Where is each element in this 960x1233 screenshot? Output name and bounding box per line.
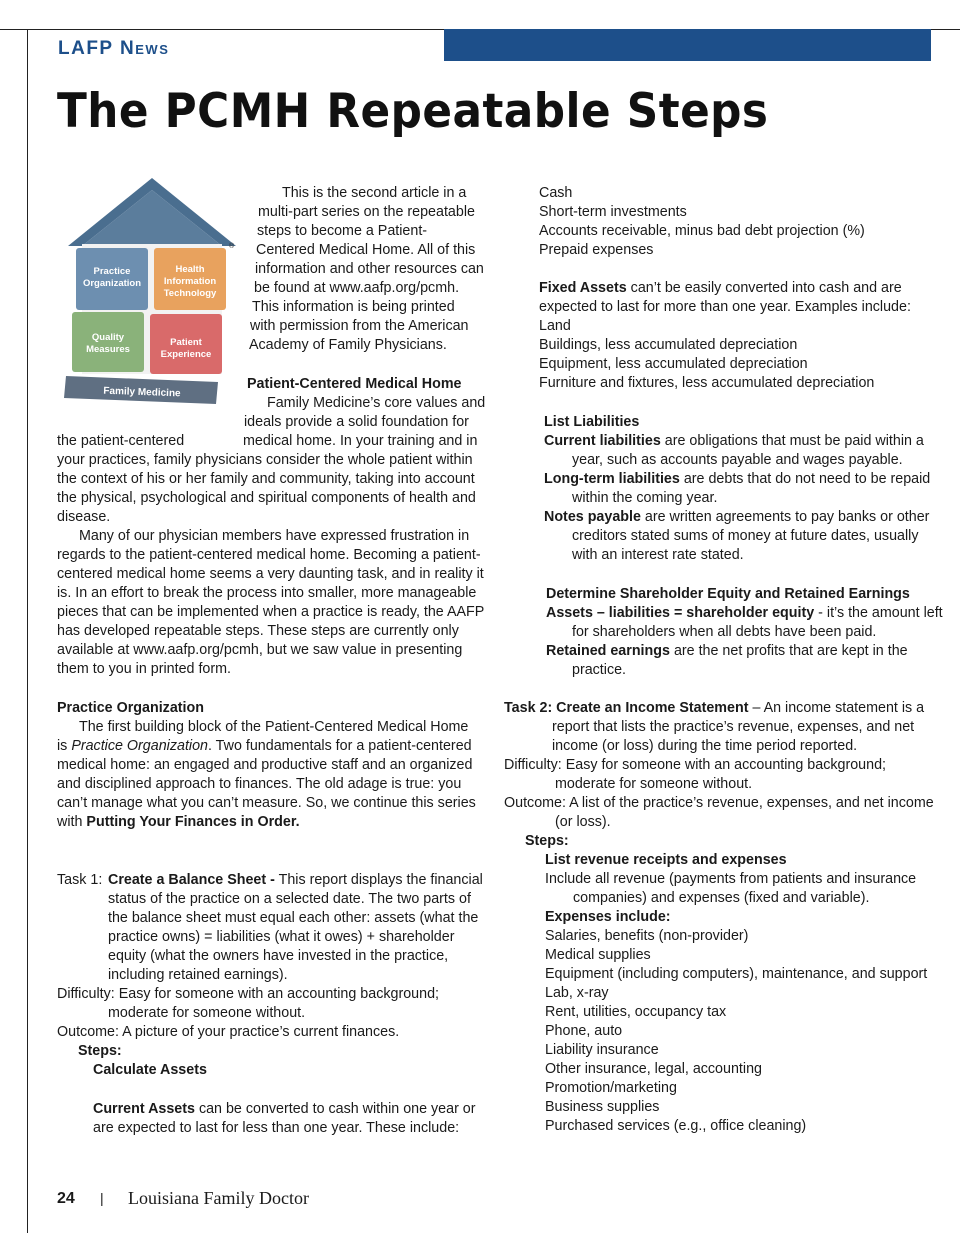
body-line: within the coming year. bbox=[572, 490, 718, 506]
body-line: is. In an effort to break the process into smaller, more manageable bbox=[57, 585, 477, 601]
difficulty-line: Difficulty: Easy for someone with an accounting background; bbox=[57, 986, 439, 1002]
registered-mark: ® bbox=[229, 243, 235, 250]
body-line: equity (what the owners have invested in the practice, bbox=[108, 948, 449, 964]
body-line bbox=[57, 737, 472, 756]
body-line: (or loss). bbox=[555, 814, 611, 830]
body-line: available at www.aafp.org/pcmh, but we saw value in presenting bbox=[57, 642, 463, 658]
body-line: practice. bbox=[572, 662, 627, 678]
block-label-health-it: Health Information Technology bbox=[163, 264, 217, 299]
body-line: the context of his or her family and community, taking into account bbox=[57, 471, 475, 487]
task-1-label: Task 1: bbox=[57, 872, 103, 888]
body-line bbox=[57, 813, 300, 832]
body-text: – An income statement is a bbox=[752, 700, 925, 716]
block-label-quality-measures: Quality Measures bbox=[86, 332, 130, 355]
intro-line: This information is being printed bbox=[252, 299, 455, 315]
intro-line: with permission from the American bbox=[250, 318, 469, 334]
body-line: Family Medicine’s core values and bbox=[267, 395, 486, 411]
list-item: Salaries, benefits (non-provider) bbox=[545, 928, 749, 944]
body-text: - it’s the amount left bbox=[818, 605, 943, 621]
task-2-title: Task 2: Create an Income Statement bbox=[504, 700, 749, 716]
step-list-liabilities: List Liabilities bbox=[544, 414, 640, 430]
body-line: income (or loss) during the time period reported. bbox=[552, 738, 858, 754]
page-number: 24 bbox=[57, 1190, 75, 1207]
body-line bbox=[544, 508, 929, 527]
list-item: Rent, utilities, occupancy tax bbox=[545, 1004, 727, 1020]
body-line: practice owns) = liabilities (what it owes) + shareholder bbox=[108, 929, 455, 945]
list-item: Prepaid expenses bbox=[539, 242, 654, 258]
body-line: them to you in printed form. bbox=[57, 661, 232, 677]
task-2-line bbox=[504, 699, 924, 718]
body-text: can be converted to cash within one year or bbox=[198, 1101, 476, 1117]
block-label-practice-organization: Practice Organization bbox=[82, 266, 142, 289]
outcome-line: Outcome: A picture of your practice’s current finances. bbox=[57, 1024, 400, 1040]
body-line: Include all revenue (payments from patients and insurance bbox=[545, 871, 917, 887]
bold-term: Current Assets bbox=[93, 1101, 195, 1117]
body-line: medical home. In your training and in bbox=[243, 433, 478, 449]
body-line: pieces that can be implemented when a practice is ready, the AAFP bbox=[57, 604, 485, 620]
task-1-title: Create a Balance Sheet - bbox=[108, 872, 275, 888]
body-text: are written agreements to pay banks or other bbox=[644, 509, 930, 525]
body-line: year, such as accounts payable and wages payable. bbox=[572, 452, 903, 468]
body-line: report that lists the practice’s revenue, expenses, and net bbox=[552, 719, 915, 735]
body-text: with bbox=[57, 814, 83, 830]
header-bar bbox=[444, 29, 931, 61]
body-line: with an interest rate stated. bbox=[572, 547, 744, 563]
body-text: This report displays the financial bbox=[278, 872, 483, 888]
steps-heading: Steps: bbox=[525, 833, 569, 849]
list-item: Promotion/marketing bbox=[545, 1080, 677, 1096]
list-item: Buildings, less accumulated depreciation bbox=[539, 337, 798, 353]
intro-line: information and other resources can bbox=[255, 261, 484, 277]
list-item: Lab, x-ray bbox=[545, 985, 609, 1001]
outcome-line: Outcome: A list of the practice’s revenue, expenses, and net income bbox=[504, 795, 934, 811]
italic-term: Practice Organization bbox=[71, 738, 208, 754]
body-text: . Two fundamentals for a patient-centered bbox=[208, 738, 472, 754]
body-text: are debts that do not need to be repaid bbox=[683, 471, 931, 487]
intro-line: Centered Medical Home. All of this bbox=[256, 242, 476, 258]
list-item: Business supplies bbox=[545, 1099, 660, 1115]
list-item: Liability insurance bbox=[545, 1042, 659, 1058]
expenses-heading: Expenses include: bbox=[545, 909, 671, 925]
list-item: Equipment, less accumulated depreciation bbox=[539, 356, 808, 372]
list-item: Furniture and fixtures, less accumulated depreciation bbox=[539, 375, 875, 391]
step-calculate-assets: Calculate Assets bbox=[93, 1062, 207, 1078]
bold-term: Assets – liabilities = shareholder equity bbox=[546, 605, 815, 621]
body-line bbox=[546, 642, 908, 661]
body-line: for shareholders when all debts have been paid. bbox=[572, 624, 877, 640]
body-line: regards to the patient-centered medical home. Becoming a patient- bbox=[57, 547, 481, 563]
body-text: is bbox=[57, 738, 68, 754]
footer-separator: | bbox=[100, 1190, 104, 1206]
block-label-patient-experience: Patient Experience bbox=[160, 337, 212, 360]
list-item: Phone, auto bbox=[545, 1023, 623, 1039]
body-line: has developed repeatable steps. These steps are currently only bbox=[57, 623, 459, 639]
section-heading-practice-organization: Practice Organization bbox=[57, 700, 204, 716]
body-line bbox=[93, 1100, 476, 1119]
pcmh-house-logo bbox=[62, 174, 242, 408]
body-line: ideals provide a solid foundation for bbox=[244, 414, 469, 430]
body-line bbox=[539, 279, 902, 298]
list-item: Purchased services (e.g., office cleaning) bbox=[545, 1118, 807, 1134]
body-line: moderate for someone without. bbox=[108, 1005, 306, 1021]
intro-line: Academy of Family Physicians. bbox=[249, 337, 447, 353]
intro-line: steps to become a Patient- bbox=[257, 223, 428, 239]
body-line: The first building block of the Patient-Centered Medical Home bbox=[79, 719, 469, 735]
body-line: centered medical home seems a very daunting task, and in reality it bbox=[57, 566, 484, 582]
bold-term: Notes payable bbox=[544, 509, 641, 525]
body-line: your practices, family physicians consider the whole patient within bbox=[57, 452, 473, 468]
list-item: Accounts receivable, minus bad debt projection (%) bbox=[539, 223, 865, 239]
page-title: The PCMH Repeatable Steps bbox=[57, 84, 769, 139]
list-item: Short-term investments bbox=[539, 204, 687, 220]
step-list-revenue: List revenue receipts and expenses bbox=[545, 852, 787, 868]
list-item: Other insurance, legal, accounting bbox=[545, 1061, 762, 1077]
magazine-title: Louisiana Family Doctor bbox=[128, 1188, 309, 1208]
body-line: creditors stated sums of money at future dates, usually bbox=[572, 528, 919, 544]
body-line bbox=[544, 432, 924, 451]
body-text: are the net profits that are kept in the bbox=[673, 643, 908, 659]
body-line: status of the practice on a selected date. The two parts of bbox=[108, 891, 471, 907]
difficulty-line: Difficulty: Easy for someone with an accounting background; bbox=[504, 757, 886, 773]
base-label: Family Medicine bbox=[103, 385, 181, 400]
body-line: Many of our physician members have expressed frustration in bbox=[79, 528, 470, 544]
list-item: Medical supplies bbox=[545, 947, 651, 963]
intro-line: This is the second article in a bbox=[282, 185, 467, 201]
list-item: Cash bbox=[539, 185, 573, 201]
body-text: are obligations that must be paid within a bbox=[664, 433, 924, 449]
body-line: including retained earnings). bbox=[108, 967, 288, 983]
list-item: Land bbox=[539, 318, 571, 334]
list-item: Equipment (including computers), maintenance, and support bbox=[545, 966, 928, 982]
body-line: companies) and expenses (fixed and variable). bbox=[573, 890, 870, 906]
body-line: the balance sheet must equal each other: assets (what the bbox=[108, 910, 479, 926]
steps-heading: Steps: bbox=[78, 1043, 122, 1059]
body-line: moderate for someone without. bbox=[555, 776, 753, 792]
body-line: the physical, psychological and spiritual components of health and bbox=[57, 490, 476, 506]
body-line bbox=[546, 604, 943, 623]
body-line: medical home: an engaged and productive staff and an organized bbox=[57, 757, 473, 773]
section-label: LAFP News bbox=[58, 38, 170, 59]
body-line: the patient-centered bbox=[57, 433, 185, 449]
body-line: disease. bbox=[57, 509, 111, 525]
body-line: are expected to last for less than one year. These include: bbox=[93, 1120, 460, 1136]
task-1-line bbox=[108, 871, 483, 890]
bold-term: Fixed Assets bbox=[539, 280, 627, 296]
body-line bbox=[544, 470, 930, 489]
body-line: and disciplined approach to finances. The old adage is true: you bbox=[57, 776, 462, 792]
intro-line: multi-part series on the repeatable bbox=[258, 204, 475, 220]
bold-term: Putting Your Finances in Order. bbox=[86, 814, 300, 830]
step-shareholder-equity: Determine Shareholder Equity and Retained Earnings bbox=[546, 586, 910, 602]
intro-line: be found at www.aafp.org/pcmh. bbox=[254, 280, 460, 296]
body-text: can’t be easily converted into cash and are bbox=[630, 280, 902, 296]
body-line: can’t manage what you can’t measure. So, we continue this series bbox=[57, 795, 476, 811]
bold-term: Long-term liabilities bbox=[544, 471, 680, 487]
bold-term: Retained earnings bbox=[546, 643, 670, 659]
bold-term: Current liabilities bbox=[544, 433, 661, 449]
body-line: expected to last for more than one year. Examples include: bbox=[539, 299, 911, 315]
section-heading-pcmh: Patient-Centered Medical Home bbox=[247, 376, 462, 392]
left-rule bbox=[27, 29, 28, 1233]
